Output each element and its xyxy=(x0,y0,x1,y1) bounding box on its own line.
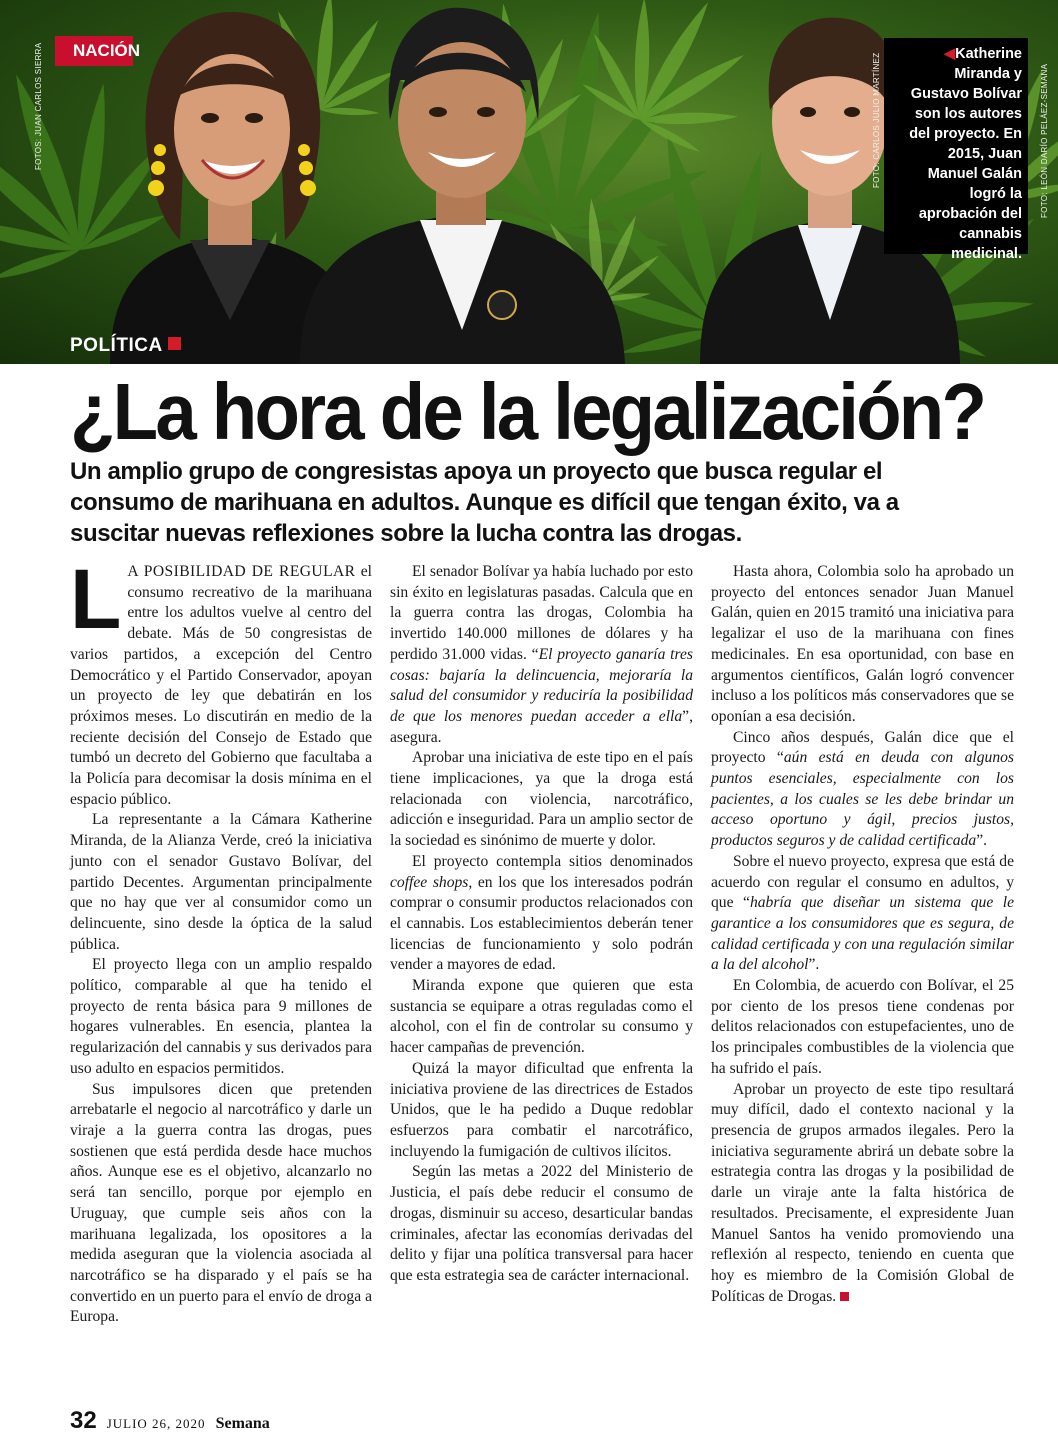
paragraph xyxy=(711,1080,1014,1308)
quote-text: El proyecto ganaría tres cosas: bajaría la delincuencia, mejoraría la salud del consumidor y reduciría la posibilidad de que los menores puedan acceder a ella xyxy=(390,645,693,725)
article-dek: Un amplio grupo de congresistas apoya un proyecto que busca regular el consumo de marihuana en adultos. Aunque es difícil que tengan éxito, va a suscitar nuevas reflexiones sobre la lucha contra las drogas. xyxy=(70,458,899,547)
page-folio xyxy=(70,1407,270,1435)
category-square-icon xyxy=(168,337,181,350)
paragraph xyxy=(711,728,1014,852)
drop-cap: L xyxy=(70,552,122,646)
paragraph: Según las metas a 2022 del Ministerio de Justicia, el país debe reducir el consumo de drogas, disminuir su acceso, desarticular bandas criminales, afectar las economías derivadas del delito y fijar una política transversal para hacer que esta estrategia sea de carácter internacional. xyxy=(390,1163,693,1284)
hero-photo xyxy=(0,0,1058,364)
paragraph-text: , en los que los interesados podrán comprar o consumir productos relacionados con el cannabis. Los establecimientos deberán tener licencias de funcionamiento y solo podrán vender a mayores de edad. xyxy=(390,873,694,974)
paragraph: En Colombia, de acuerdo con Bolívar, el 25 por ciento de los presos tiene condenas por delitos relacionados con estupefacientes, uno de los principales combustibles de la violencia que ha sufrido el país. xyxy=(711,977,1014,1077)
paragraph-text: ”. xyxy=(808,956,820,974)
lead-in-caps: A POSIBILIDAD DE REGULAR xyxy=(127,563,356,580)
photo-caption-box xyxy=(884,38,1028,262)
photo-credit-middle: FOTO: CARLOS JULIO MARTÍNEZ xyxy=(872,52,881,188)
body-column-1 xyxy=(70,552,372,1328)
photo-caption-text: Katherine Miranda y Gustavo Bolívar son los autores del proyecto. En 2015, Juan Manuel Galán logró la aprobación del cannabis medicinal. xyxy=(909,46,1022,262)
paragraph: Quizá la mayor dificultad que enfrenta la iniciativa proviene de las directrices de Estados Unidos, que le ha pedido a Duque redoblar esfuerzos para combatir el narcotráfico, incluyendo la fumigación de cultivos ilícitos. xyxy=(390,1059,693,1160)
paragraph-text: Cinco años después, Galán dice que el proyecto “ xyxy=(711,728,1014,767)
quote-text: habría que diseñar un sistema que le garantice a los consumidores que es segura, de calidad certificada y con una regulación similar a la del alcohol xyxy=(711,894,1015,974)
end-mark-icon xyxy=(840,1292,849,1301)
paragraph xyxy=(390,562,693,748)
caption-arrow-icon: ◀ xyxy=(943,46,956,62)
paragraph-text: ”, asegura. xyxy=(390,707,693,746)
paragraph-text: el consumo recreativo de la marihuana entre los adultos vuelve al centro del debate. Más de 50 congresistas de varios partidos, a excepción del Centro Democrático y el Partido Conservador, apoyan un proyecto de ley que debatirán en los próximos meses. Lo discutirán en medio de la reciente decisión del Consejo de Estado que tumbó un decreto del Gobierno que facultaba a la Policía para decomisar la dosis mínima en el espacio público. xyxy=(70,563,372,808)
paragraph-text: El proyecto contempla sitios denominados xyxy=(412,852,693,870)
paragraph: Aprobar una iniciativa de este tipo en el país tiene implicaciones, ya que la droga está relacionada con violencia, narcotráfico, adicción e inseguridad. Para un amplio sector de la sociedad es sinónimo de muerte y dolor. xyxy=(390,749,693,850)
paragraph xyxy=(70,552,372,810)
paragraph xyxy=(390,852,693,976)
photo-caption xyxy=(894,44,1022,264)
person-gustavo-bolivar xyxy=(290,0,630,364)
paragraph: Miranda expone que quieren que esta sustancia se equipare a otras reguladas como el alcohol, con el fin de controlar su consumo y hacer campañas de prevención. xyxy=(390,977,693,1057)
paragraph xyxy=(711,852,1014,976)
paragraph: La representante a la Cámara Katherine Miranda, de la Alianza Verde, creó la iniciativa junto con el senador Gustavo Bolívar, del partido Decentes. Argumentan principalmente que no hay que ver al consumidor como un delincuente, sino desde la óptica de la salud pública. xyxy=(70,811,372,953)
category-text: POLÍTICA xyxy=(70,335,163,356)
paragraph: Sus impulsores dicen que pretenden arrebatarle el negocio al narcotráfico y darle un viraje a la guerra contra las drogas, pues sostienen que está perdida desde hace muchos años. Aunque ese es el objetivo, alcanzarlo no será tan sencillo, porque por ejemplo en Uruguay, que cumple seis años con la marihuana legalizada, los opositores a la medida aseguran que la violencia asociada al narcotráfico se ha disparado y el país se ha convertido en un puerto para el envío de droga a Europa. xyxy=(70,1080,372,1326)
category-label xyxy=(70,335,181,357)
photo-credit-right: FOTO: LEÓN DARÍO PELÁEZ-SEMANA xyxy=(1040,63,1049,218)
issue-date: JULIO 26, 2020 xyxy=(106,1416,206,1431)
quote-text: aún está en deuda con algunos puntos esenciales, especialmente con los pacientes, a los cuales se les debe brindar un acceso oportuno y ágil, precios justos, productos seguros y de calidad certificada xyxy=(711,749,1014,850)
body-column-2 xyxy=(390,562,693,1287)
section-tag: NACIÓN xyxy=(55,36,133,66)
page-number: 32 xyxy=(70,1407,97,1434)
photo-credit-left: FOTOS: JUAN CARLOS SIERRA xyxy=(34,42,43,170)
article-title: ¿La hora de la legalización? xyxy=(70,367,985,456)
paragraph-text: Sobre el nuevo proyecto, expresa que está de acuerdo con regular el consumo en adultos, y que “ xyxy=(711,852,1014,912)
paragraph-text: ”. xyxy=(976,832,988,850)
paragraph: El proyecto llega con un amplio respaldo político, comparable al que ha tenido el proyecto de renta básica para 9 millones de hogares vulnerables. En esencia, plantea la regularización del cannabis y sus derivados para uso adulto en espacios permitidos. xyxy=(70,956,372,1077)
magazine-name: Semana xyxy=(215,1415,270,1432)
paragraph-text: El senador Bolívar ya había luchado por esto sin éxito en legislaturas pasadas. Calcula que en la guerra contra las drogas, Colombia ha invertido 140.000 millones de dólares y ha perdido 31.000 vidas. “ xyxy=(390,563,693,663)
italic-term: coffee shops xyxy=(390,873,469,891)
body-column-3 xyxy=(711,562,1014,1307)
paragraph-text: Aprobar un proyecto de este tipo resultará muy difícil, dado el contexto nacional y la presencia de grupos armados ilegales. Pero la iniciativa seguramente abrirá un debate sobre la estrategia contra las drogas y la posibilidad de darle un viraje ante la falta histórica de resultados. Precisamente, el expresidente Juan Manuel Santos ha venido promoviendo una reflexión al respecto, teniendo en cuenta que hoy es miembro de la Comisión Global de Políticas de Drogas. xyxy=(711,1080,1014,1305)
paragraph: Hasta ahora, Colombia solo ha aprobado un proyecto del entonces senador Juan Manuel Galán, quien en 2015 tramitó una iniciativa para legalizar el uso de la marihuana con fines medicinales. En esa oportunidad, con base en argumentos científicos, Galán logró convencer incluso a los políticos más conservadores que se oponían a esa decisión. xyxy=(711,563,1014,725)
